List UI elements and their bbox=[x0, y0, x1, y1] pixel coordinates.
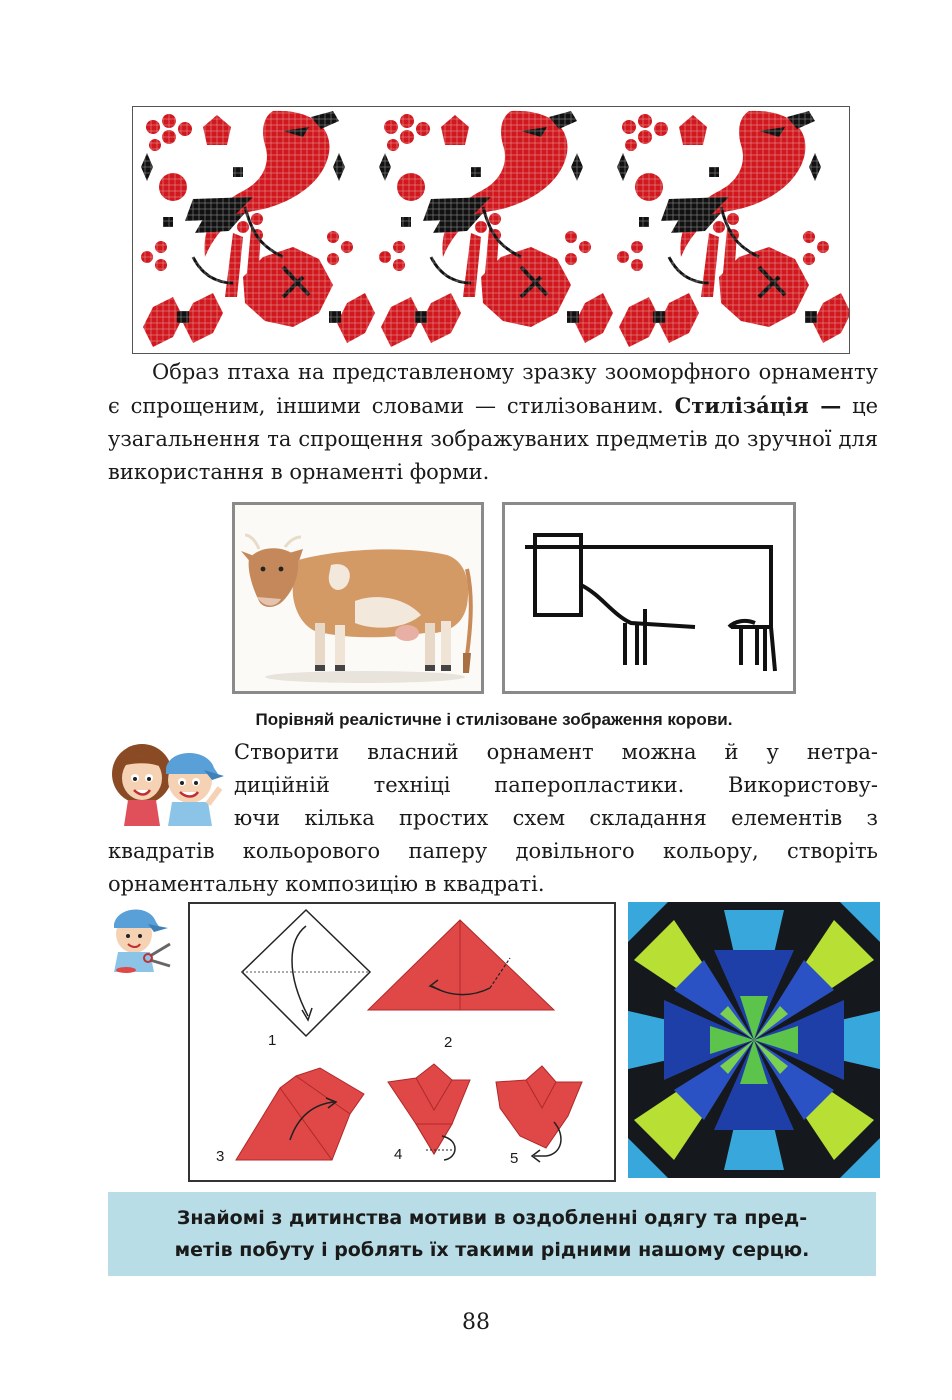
boy-with-scissors-icon bbox=[104, 900, 176, 974]
paragraph2-line-1: Створити власний орнамент можна й у нетра- bbox=[234, 740, 878, 764]
step-number-2: 2 bbox=[444, 1034, 453, 1051]
paragraph-text: Образ птаха на представленому зразку зооморфного орнаменту є спрощеним, іншими словами — стилізованим. bbox=[108, 360, 878, 418]
step-number-4: 4 bbox=[394, 1146, 403, 1163]
cow-photo-icon bbox=[235, 505, 481, 691]
paragraph2-line-3: ючи кілька простих схем складання елементів з bbox=[234, 806, 878, 830]
paragraph2-line-4: квадратів кольорового паперу довільного кольору, створіть bbox=[108, 839, 878, 863]
step-number-1: 1 bbox=[268, 1032, 277, 1049]
callout-line-2: метів побуту і роблять їх такими рідними нашому серцю. bbox=[174, 1239, 810, 1261]
callout-text bbox=[175, 1202, 810, 1266]
paragraph-stylization bbox=[108, 356, 878, 489]
step-number-3: 3 bbox=[216, 1148, 225, 1165]
step-number-5: 5 bbox=[510, 1150, 519, 1167]
term-stylization: Стиліза́ція — bbox=[674, 393, 842, 418]
callout-line-1: Знайомі з дитинства мотиви в оздобленні одягу та пред- bbox=[176, 1207, 808, 1229]
cow-stylized-frame bbox=[502, 502, 796, 694]
term-definition: це узагальнення та спрощення зображуваних предметів до зручної для використання в орнаменті форми. bbox=[108, 394, 879, 484]
folding-diagram bbox=[188, 902, 616, 1182]
paragraph2-line-5: орнаментальну композицію в квадраті. bbox=[108, 872, 545, 896]
page-number: 88 bbox=[462, 1310, 490, 1335]
children-mascots-icon bbox=[108, 740, 226, 830]
origami-mosaic bbox=[628, 902, 880, 1178]
cow-stylized-icon bbox=[505, 505, 793, 691]
paragraph2-line-2: диційній техніці паперопластики. Використову- bbox=[234, 773, 878, 797]
cow-photo-frame bbox=[232, 502, 484, 694]
origami-mosaic-icon bbox=[628, 902, 880, 1178]
bird-ornament-icon bbox=[133, 107, 849, 353]
callout-box bbox=[108, 1192, 876, 1276]
embroidery-ornament bbox=[132, 106, 850, 354]
paragraph-papercraft-intro bbox=[234, 736, 878, 835]
cow-comparison-caption: Порівняй реалістичне і стилізоване зображення корови. bbox=[255, 710, 733, 729]
paragraph-papercraft-rest bbox=[108, 835, 878, 901]
